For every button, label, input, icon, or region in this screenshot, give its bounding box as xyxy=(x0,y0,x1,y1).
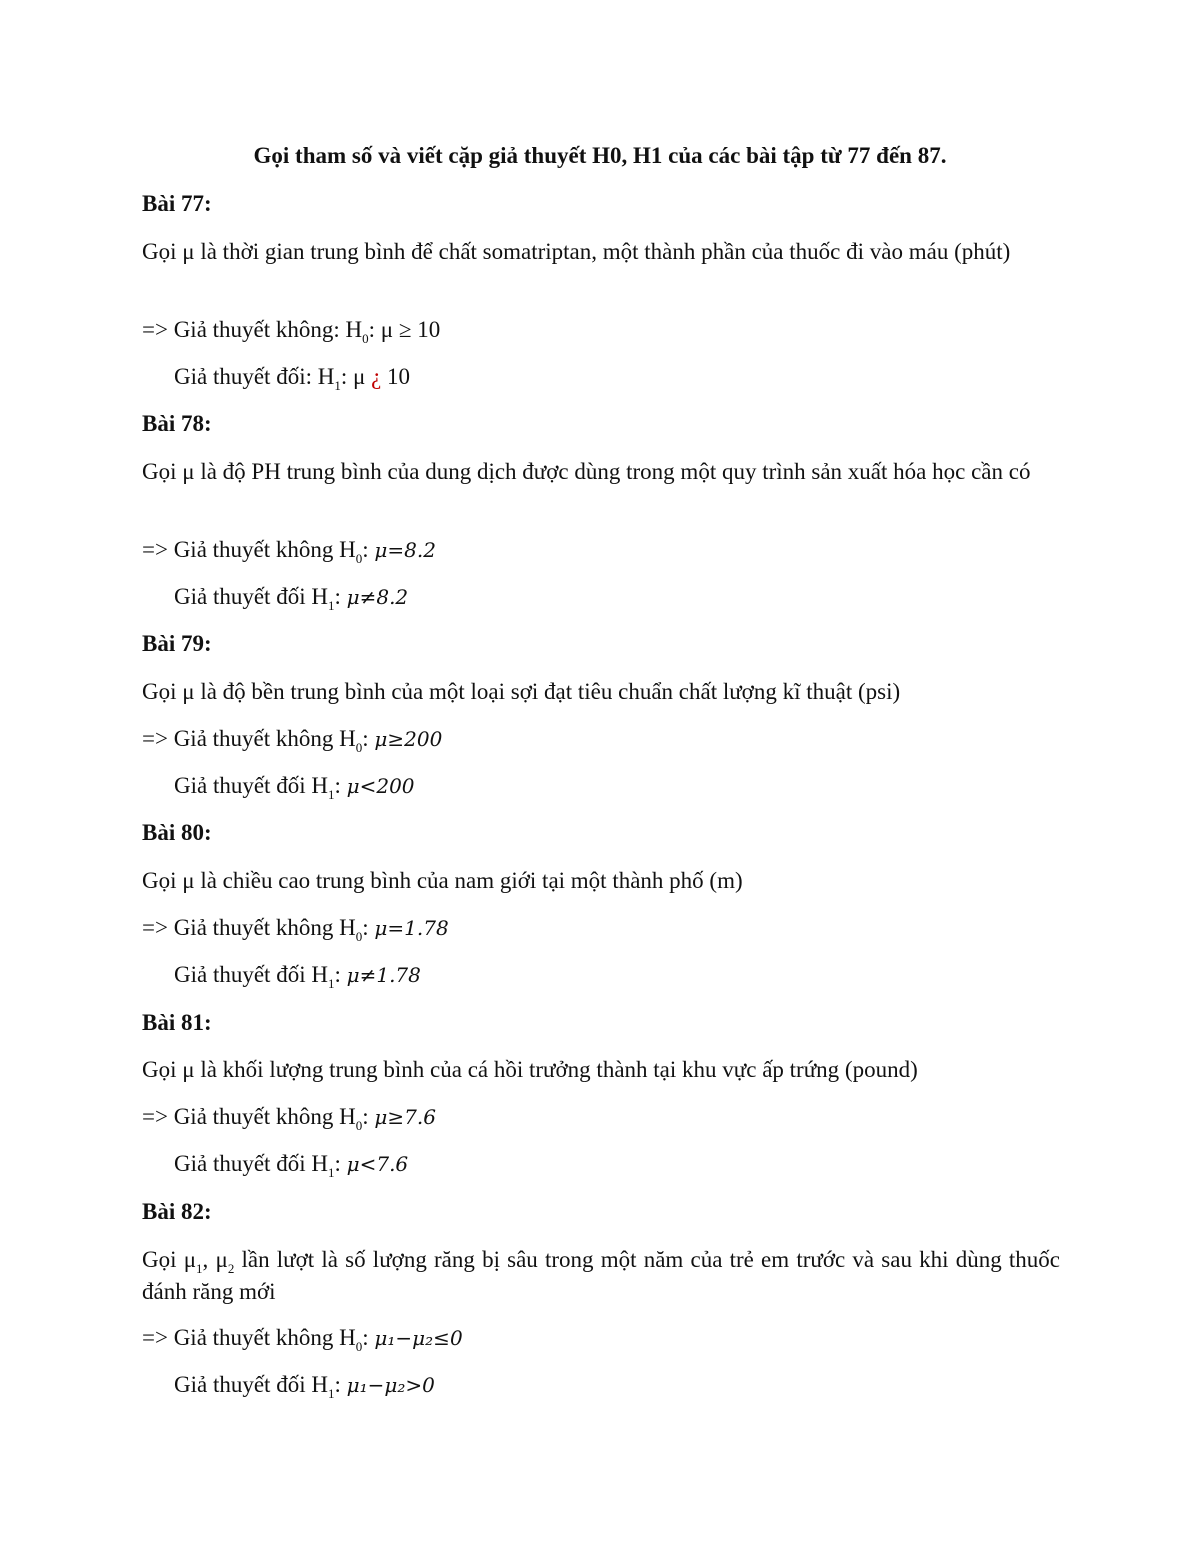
exercise-77-heading: Bài 77: xyxy=(142,191,212,216)
h1-subscript: 1 xyxy=(327,787,335,802)
exercise-79-alt-hypothesis xyxy=(174,770,1060,802)
h1-expression-post: 10 xyxy=(381,364,411,389)
h1-label: Giả thuyết đối H xyxy=(174,962,328,987)
h1-subscript: 1 xyxy=(327,598,335,613)
h0-label: => Giả thuyết không H xyxy=(142,1104,356,1129)
exercise-77-description: Gọi μ là thời gian trung bình để chất somatriptan, một thành phần của thuốc đi vào máu (phút) xyxy=(142,239,1011,264)
h1-subscript: 1 xyxy=(327,1165,335,1180)
exercise-81-heading: Bài 81: xyxy=(142,1010,212,1035)
h1-subscript: 1 xyxy=(334,378,341,393)
h1-expression: μ₁−μ₂>0 xyxy=(346,1373,435,1397)
h0-expression: μ≥200 xyxy=(374,727,443,751)
h0-expression: μ₁−μ₂≤0 xyxy=(374,1326,463,1350)
exercise-78-heading: Bài 78: xyxy=(142,411,212,436)
h0-colon: : xyxy=(362,726,375,751)
exercise-82-null-hypothesis xyxy=(142,1322,1060,1354)
exercise-79-null-hypothesis xyxy=(142,723,1060,755)
exercise-79-description: Gọi μ là độ bền trung bình của một loại sợi đạt tiêu chuẩn chất lượng kĩ thuật (psi) xyxy=(142,679,901,704)
h0-subscript: 0 xyxy=(355,551,363,566)
exercise-82-heading: Bài 82: xyxy=(142,1199,212,1224)
h0-expression: μ=1.78 xyxy=(374,916,449,940)
h1-label: Giả thuyết đối H xyxy=(174,1151,328,1176)
h1-subscript: 1 xyxy=(327,1386,335,1401)
h1-label: Giả thuyết đối H xyxy=(174,1372,328,1397)
desc-subscript-1: 1 xyxy=(196,1261,203,1276)
h0-subscript: 0 xyxy=(355,1339,363,1354)
exercise-80-null-hypothesis xyxy=(142,912,1060,944)
desc-post: lần lượt là số lượng răng bị sâu trong một năm của trẻ em trước và sau khi dùng thuốc đánh răng mới xyxy=(142,1247,1060,1304)
h0-label: => Giả thuyết không: H xyxy=(142,317,363,342)
h1-expression: μ<7.6 xyxy=(346,1152,409,1176)
exercise-81-alt-hypothesis xyxy=(174,1148,1060,1180)
h0-expression: μ≥7.6 xyxy=(374,1105,436,1129)
h0-subscript: 0 xyxy=(355,740,363,755)
h1-colon: : xyxy=(334,1151,347,1176)
h1-subscript: 1 xyxy=(327,976,335,991)
h1-symbol: ¿ xyxy=(371,364,382,389)
h1-label: Giả thuyết đối H xyxy=(174,773,328,798)
h1-label: Giả thuyết đối: H xyxy=(174,364,335,389)
h0-subscript: 0 xyxy=(355,1118,363,1133)
desc-subscript-2: 2 xyxy=(227,1261,235,1276)
exercise-81-null-hypothesis xyxy=(142,1101,1060,1133)
page-title: Gọi tham số và viết cặp giả thuyết H0, H1 của các bài tập từ 77 đến 87. xyxy=(253,143,947,168)
desc-mid: , μ xyxy=(202,1247,228,1272)
exercise-82-alt-hypothesis xyxy=(174,1369,1060,1401)
h0-label: => Giả thuyết không H xyxy=(142,1325,356,1350)
h0-label: => Giả thuyết không H xyxy=(142,726,356,751)
exercise-77-null-hypothesis xyxy=(142,314,1060,346)
h1-expression-pre: : μ xyxy=(340,364,372,389)
h1-colon: : xyxy=(334,584,347,609)
h1-expression: μ≠8.2 xyxy=(346,585,409,609)
h0-subscript: 0 xyxy=(362,331,369,346)
desc-pre: Gọi μ xyxy=(142,1247,197,1272)
h0-expression: : μ ≥ 10 xyxy=(368,317,441,342)
h0-colon: : xyxy=(362,1325,375,1350)
h1-label: Giả thuyết đối H xyxy=(174,584,328,609)
h1-colon: : xyxy=(334,773,347,798)
exercise-80-alt-hypothesis xyxy=(174,959,1060,991)
h0-colon: : xyxy=(362,1104,375,1129)
h1-expression: μ<200 xyxy=(346,774,415,798)
h0-colon: : xyxy=(362,915,375,940)
h0-expression: μ=8.2 xyxy=(374,538,436,562)
h0-label: => Giả thuyết không H xyxy=(142,537,356,562)
exercise-79-heading: Bài 79: xyxy=(142,631,212,656)
exercise-82-description xyxy=(142,1244,1060,1308)
h1-expression: μ≠1.78 xyxy=(346,963,421,987)
exercise-78-description: Gọi μ là độ PH trung bình của dung dịch được dùng trong một quy trình sản xuất hóa học cần có xyxy=(142,459,1031,484)
h0-label: => Giả thuyết không H xyxy=(142,915,356,940)
exercise-78-alt-hypothesis xyxy=(174,581,1060,613)
h1-colon: : xyxy=(334,962,347,987)
h1-colon: : xyxy=(334,1372,347,1397)
h0-subscript: 0 xyxy=(355,929,363,944)
h0-colon: : xyxy=(362,537,375,562)
exercise-78-null-hypothesis xyxy=(142,534,1060,566)
exercise-81-description: Gọi μ là khối lượng trung bình của cá hồi trưởng thành tại khu vực ấp trứng (pound) xyxy=(142,1057,918,1082)
exercise-80-description: Gọi μ là chiều cao trung bình của nam giới tại một thành phố (m) xyxy=(142,868,743,893)
exercise-80-heading: Bài 80: xyxy=(142,820,212,845)
exercise-77-alt-hypothesis xyxy=(174,361,1060,393)
